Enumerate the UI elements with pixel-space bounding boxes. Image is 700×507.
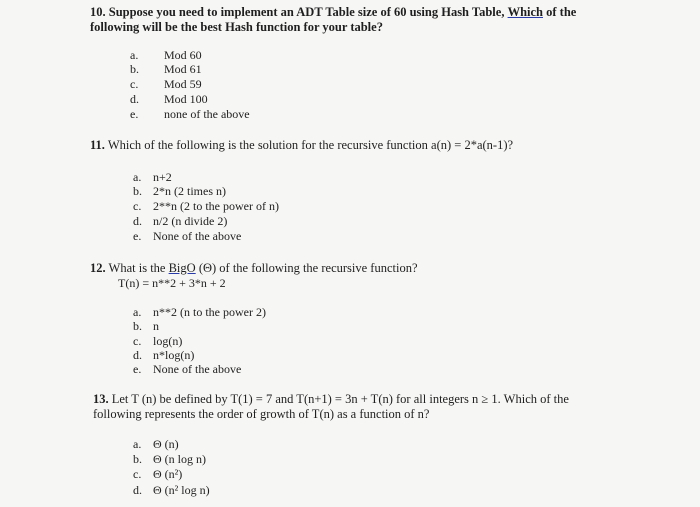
option-text: None of the above	[153, 229, 242, 243]
option-letter: d.	[133, 214, 142, 228]
option-text: Mod 60	[164, 48, 202, 62]
question-13	[93, 392, 663, 422]
q11-option-a[interactable]	[133, 170, 172, 184]
question-13-stem-line1	[93, 392, 663, 407]
stem-text: Suppose you need to implement an ADT Table size of 60 using Hash Table,	[108, 5, 505, 19]
option-text: Θ (n² log n)	[153, 483, 210, 497]
stem-text: of the	[546, 5, 577, 19]
option-letter: d.	[133, 348, 142, 362]
option-text: Θ (n log n)	[153, 452, 206, 466]
stem-text: (Θ) of the following the recursive function?	[198, 261, 418, 275]
option-letter: b.	[133, 319, 142, 333]
option-letter: c.	[130, 77, 139, 91]
q11-option-d[interactable]	[133, 214, 227, 228]
q10-option-c[interactable]	[130, 77, 202, 91]
option-text: log(n)	[153, 334, 183, 348]
option-letter: a.	[133, 305, 142, 319]
q12-option-b[interactable]	[133, 319, 159, 333]
option-text: Θ (n)	[153, 437, 179, 451]
stem-which: Which	[507, 5, 544, 19]
option-letter: c.	[133, 199, 142, 213]
question-number: 13.	[93, 392, 109, 406]
q10-option-e[interactable]	[130, 107, 250, 121]
q10-option-a[interactable]	[130, 48, 202, 62]
option-letter: d.	[130, 92, 139, 106]
option-letter: b.	[133, 452, 142, 466]
q13-option-d[interactable]	[133, 483, 210, 497]
option-letter: e.	[133, 229, 142, 243]
q11-option-c[interactable]	[133, 199, 279, 213]
q12-option-c[interactable]	[133, 334, 182, 348]
question-13-stem-line2: following represents the order of growth of T(n) as a function of n?	[93, 407, 430, 421]
option-text: n/2 (n divide 2)	[153, 214, 228, 228]
question-12	[90, 261, 650, 276]
option-letter: c.	[133, 334, 142, 348]
question-number: 11.	[90, 138, 105, 152]
option-text: Mod 59	[164, 77, 202, 91]
option-text: none of the above	[164, 107, 250, 121]
q11-option-b[interactable]	[133, 184, 226, 198]
question-10-stem-line2: following will be the best Hash function for your table?	[90, 20, 383, 34]
question-number: 12.	[90, 261, 106, 275]
q13-option-b[interactable]	[133, 452, 206, 466]
option-text: n*log(n)	[153, 348, 195, 362]
option-letter: e.	[130, 107, 139, 121]
option-text: n**2 (n to the power 2)	[153, 305, 266, 319]
q11-option-e[interactable]	[133, 229, 241, 243]
q12-formula: T(n) = n**2 + 3*n + 2	[118, 276, 226, 290]
q13-option-c[interactable]	[133, 467, 182, 481]
question-10	[90, 5, 650, 35]
option-text: n	[153, 319, 159, 333]
option-letter: e.	[133, 362, 142, 376]
question-11	[90, 138, 670, 153]
option-text: Mod 100	[164, 92, 208, 106]
stem-text: What is the	[108, 261, 166, 275]
q12-option-a[interactable]	[133, 305, 266, 319]
option-text: Θ (n²)	[153, 467, 183, 481]
option-text: Mod 61	[164, 62, 202, 76]
q12-option-e[interactable]	[133, 362, 241, 376]
option-letter: c.	[133, 467, 142, 481]
stem-text: Which of the following is the solution for the recursive function a(n) = 2*a(n-1)?	[107, 138, 514, 152]
q12-option-d[interactable]	[133, 348, 194, 362]
option-text: n+2	[153, 170, 172, 184]
q10-option-d[interactable]	[130, 92, 208, 106]
option-text: 2**n (2 to the power of n)	[153, 199, 279, 213]
option-letter: a.	[133, 170, 142, 184]
option-letter: a.	[133, 437, 142, 451]
option-text: None of the above	[153, 362, 242, 376]
option-text: 2*n (2 times n)	[153, 184, 226, 198]
q13-option-a[interactable]	[133, 437, 179, 451]
stem-bigo: BigO	[168, 261, 196, 275]
q10-option-b[interactable]	[130, 62, 202, 76]
stem-text: Let T (n) be defined by T(1) = 7 and T(n+1) = 3n + T(n) for all integers n ≥ 1. Which of the	[111, 392, 569, 406]
question-10-stem-line1	[90, 5, 650, 20]
option-letter: b.	[130, 62, 139, 76]
option-letter: a.	[130, 48, 139, 62]
option-letter: d.	[133, 483, 142, 497]
option-letter: b.	[133, 184, 142, 198]
question-number: 10.	[90, 5, 106, 19]
